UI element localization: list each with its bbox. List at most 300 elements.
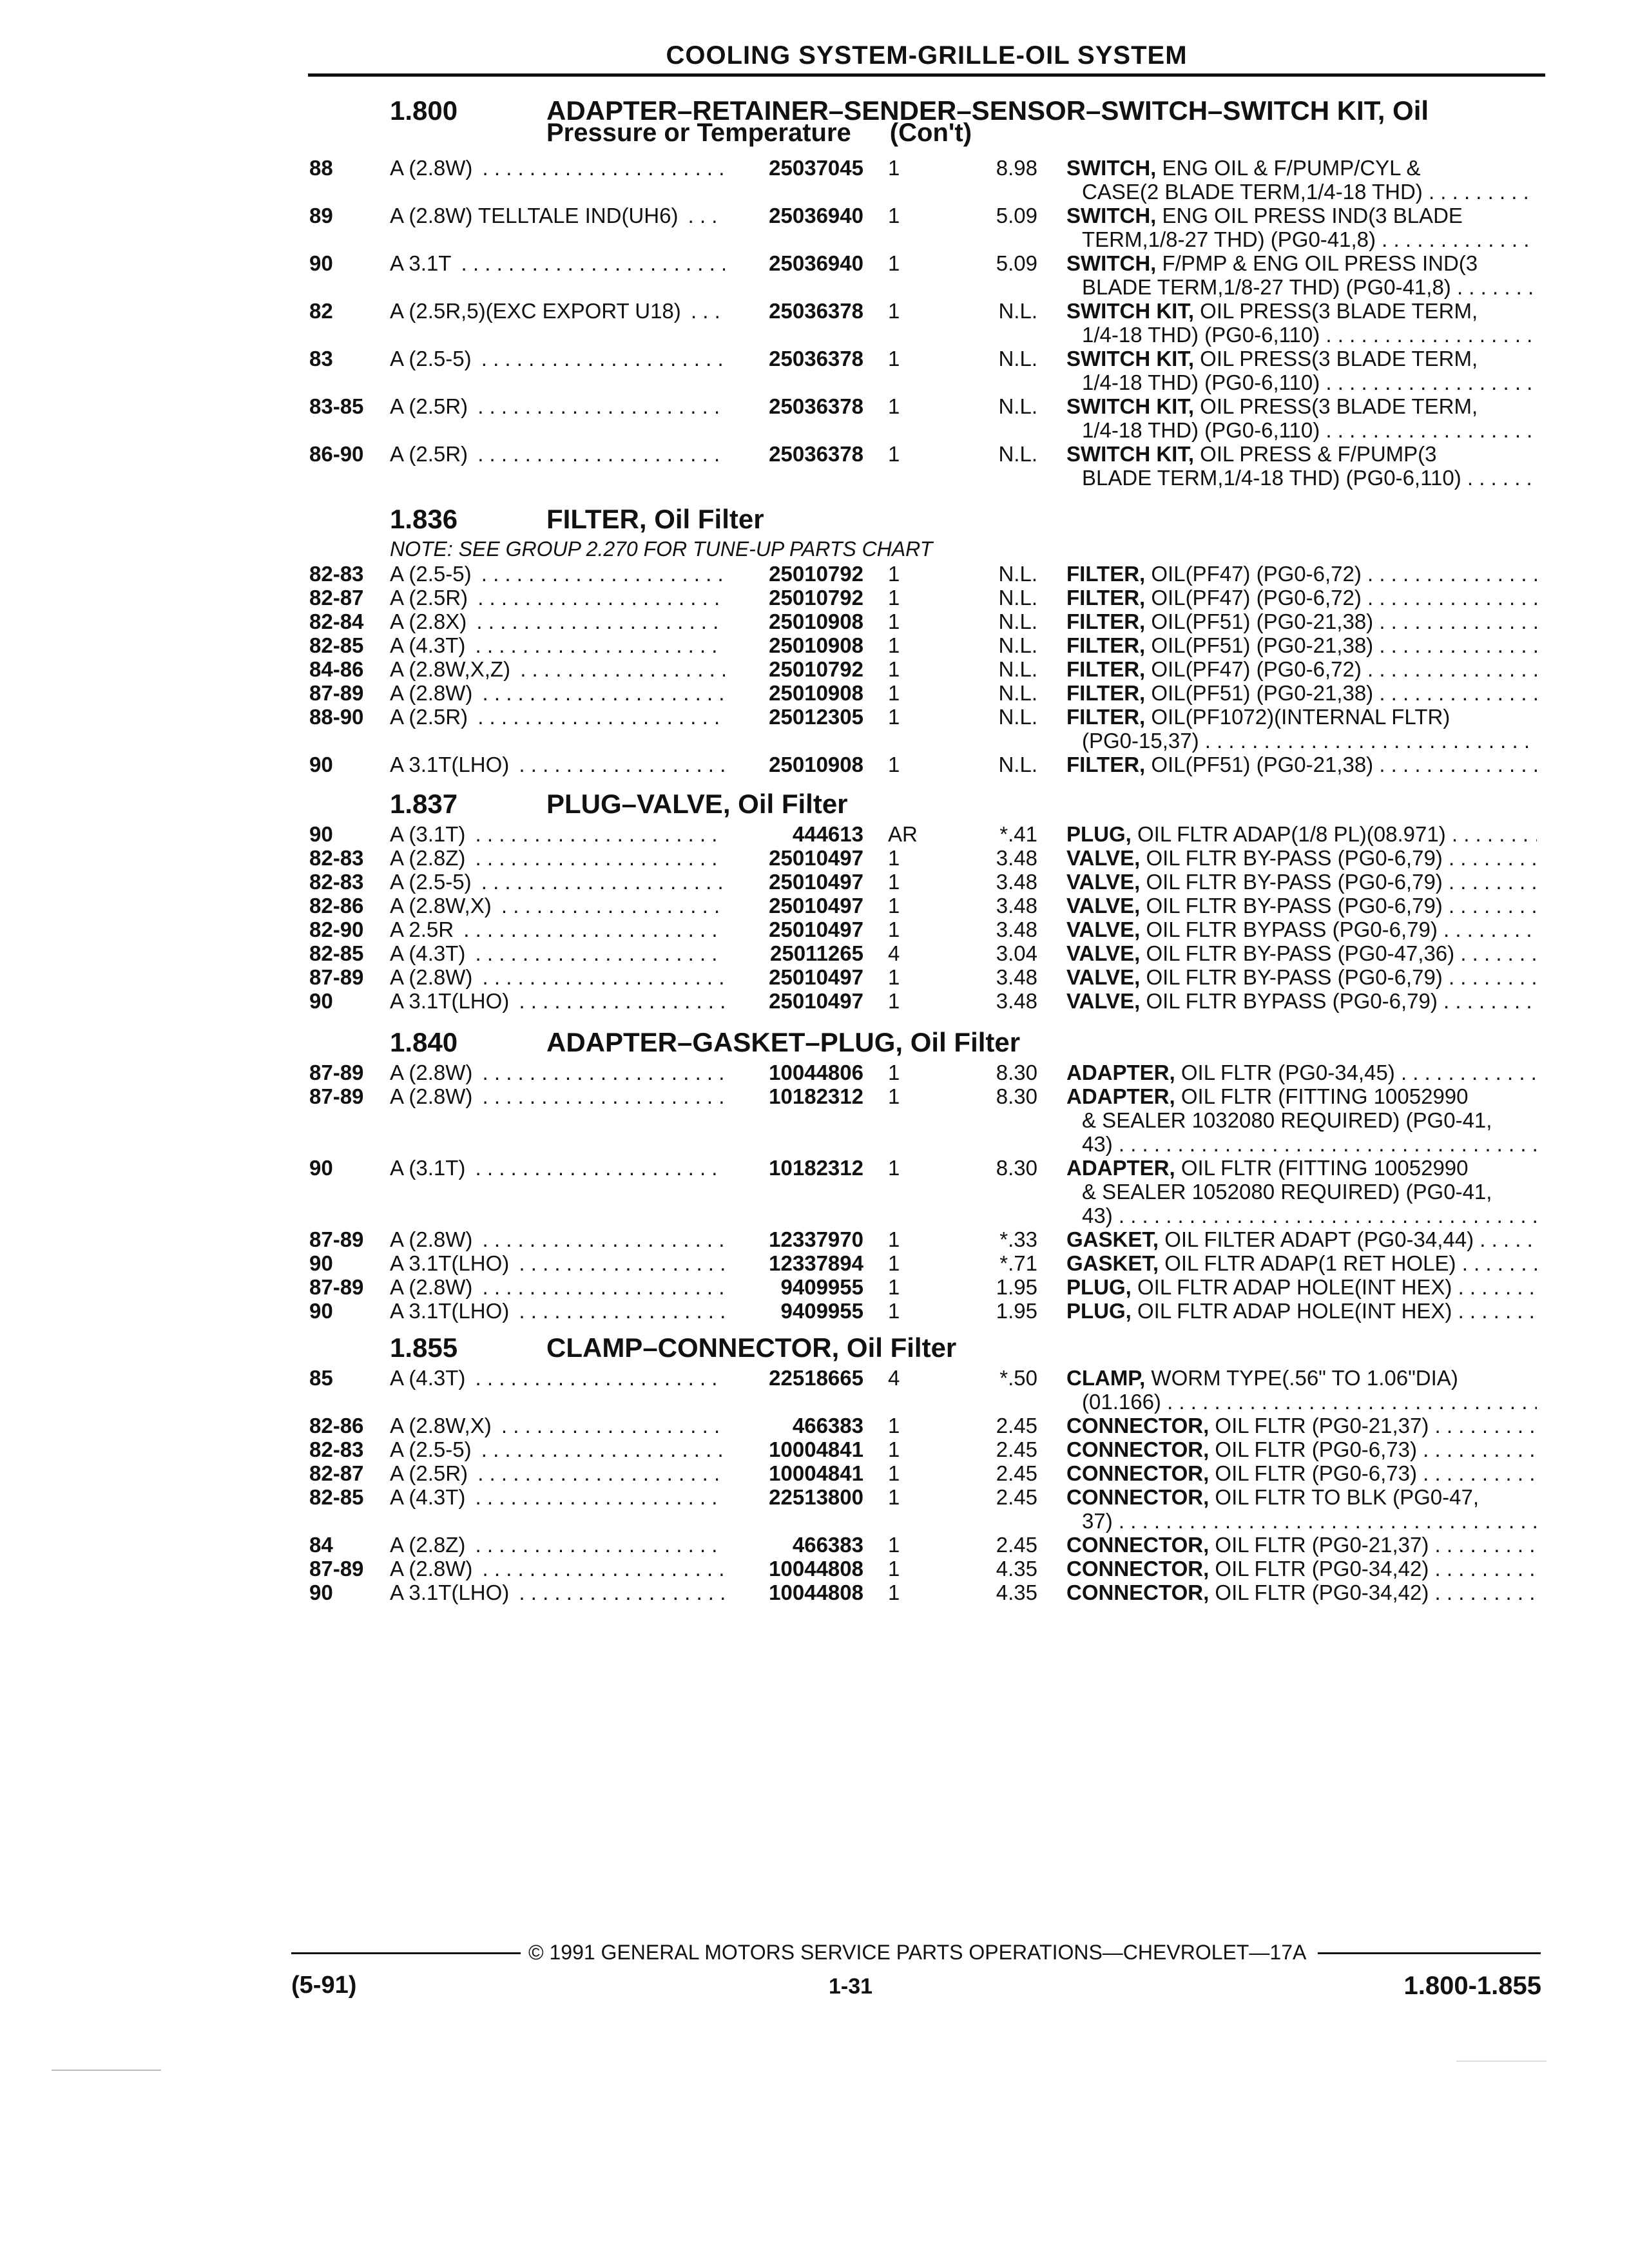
scan-speck xyxy=(1456,2061,1547,2062)
description-line xyxy=(1066,1156,1537,1180)
part-description xyxy=(1066,1533,1537,1557)
description-line xyxy=(1066,275,1537,299)
section-subtitle-text: Pressure or Temperature xyxy=(546,119,851,147)
description-line xyxy=(1066,1414,1537,1437)
part-description xyxy=(1066,965,1537,989)
vehicle-model-text: A 3.1T xyxy=(390,251,455,275)
part-keyword: FILTER, xyxy=(1066,681,1146,705)
vehicle-model-text: A (2.5-5) xyxy=(390,1437,476,1461)
vehicle-model-text: A (2.8W,X) xyxy=(390,894,496,918)
part-description xyxy=(1066,1299,1537,1323)
model-year: 86-90 xyxy=(309,442,364,466)
part-keyword: CONNECTOR, xyxy=(1066,1437,1210,1461)
description-text: OIL PRESS(3 BLADE TERM, xyxy=(1200,394,1478,418)
price: N.L. xyxy=(998,586,1037,610)
description-text: 1/4-18 THD) (PG0-6,110) xyxy=(1082,323,1320,347)
description-text: OIL FLTR BY-PASS (PG0-6,79) xyxy=(1146,870,1443,894)
description-line xyxy=(1066,1299,1537,1323)
price: 3.48 xyxy=(996,989,1037,1013)
part-description xyxy=(1066,1227,1537,1251)
description-text: OIL(PF47) (PG0-6,72) xyxy=(1151,657,1362,681)
part-number: 25010908 xyxy=(727,753,863,776)
quantity: 1 xyxy=(888,1557,900,1581)
price: 8.30 xyxy=(996,1084,1037,1108)
part-number: 10004841 xyxy=(727,1461,863,1485)
part-description xyxy=(1066,299,1537,347)
quantity: 1 xyxy=(888,1533,900,1557)
part-description xyxy=(1066,989,1537,1013)
footer-rule-right xyxy=(1318,1952,1541,1954)
description-text: OIL FLTR ADAP(1 RET HOLE) xyxy=(1164,1251,1456,1275)
section-number: 1.800 xyxy=(390,95,458,126)
description-line xyxy=(1066,418,1537,442)
vehicle-model xyxy=(390,633,725,657)
part-number: 25036378 xyxy=(727,394,863,418)
description-line xyxy=(1066,753,1537,776)
description-text: OIL(PF47) (PG0-6,72) xyxy=(1151,562,1362,586)
vehicle-model xyxy=(390,1299,725,1323)
model-year: 87-89 xyxy=(309,1061,364,1084)
description-text: OIL(PF47) (PG0-6,72) xyxy=(1151,586,1362,610)
part-keyword: VALVE, xyxy=(1066,941,1141,965)
model-year: 82-90 xyxy=(309,918,364,941)
description-line xyxy=(1066,1485,1537,1509)
section-title: ADAPTER–RETAINER–SENDER–SENSOR–SWITCH–SWITCH KIT, Oil xyxy=(546,95,1429,126)
description-text: OIL(PF51) (PG0-21,38) xyxy=(1151,633,1374,657)
price: *.41 xyxy=(999,822,1037,846)
vehicle-model xyxy=(390,681,725,705)
model-year: 82-85 xyxy=(309,941,364,965)
vehicle-model xyxy=(390,894,725,918)
vehicle-model xyxy=(390,610,725,633)
description-text: OIL FLTR (FITTING 10052990 xyxy=(1181,1156,1469,1180)
quantity: 1 xyxy=(888,347,900,370)
quantity: 1 xyxy=(888,1485,900,1509)
vehicle-model xyxy=(390,156,725,180)
quantity: 1 xyxy=(888,1437,900,1461)
part-description xyxy=(1066,657,1537,681)
vehicle-model-text: A (2.8Z) xyxy=(390,1533,469,1557)
quantity: 1 xyxy=(888,681,900,705)
part-number: 12337970 xyxy=(727,1227,863,1251)
vehicle-model-text: A 3.1T(LHO) xyxy=(390,1581,513,1604)
price: N.L. xyxy=(998,633,1037,657)
vehicle-model xyxy=(390,251,725,275)
description-line xyxy=(1066,227,1537,251)
model-year: 82-87 xyxy=(309,586,364,610)
part-keyword: PLUG, xyxy=(1066,1299,1132,1323)
part-description xyxy=(1066,610,1537,633)
description-line xyxy=(1066,610,1537,633)
quantity: 1 xyxy=(888,633,900,657)
description-line xyxy=(1066,1227,1537,1251)
part-number: 22513800 xyxy=(727,1485,863,1509)
quantity: 1 xyxy=(888,299,900,323)
price: N.L. xyxy=(998,299,1037,323)
part-number: 10182312 xyxy=(727,1156,863,1180)
description-text: (01.166) xyxy=(1082,1390,1161,1414)
model-year: 82-86 xyxy=(309,1414,364,1437)
part-number: 25036940 xyxy=(727,251,863,275)
model-year: 90 xyxy=(309,989,333,1013)
description-line xyxy=(1066,1108,1537,1132)
description-text: OIL FLTR BY-PASS (PG0-47,36) xyxy=(1146,941,1455,965)
part-number: 25037045 xyxy=(727,156,863,180)
price: 1.95 xyxy=(996,1299,1037,1323)
model-year: 87-89 xyxy=(309,1084,364,1108)
price: 2.45 xyxy=(996,1533,1037,1557)
part-number: 25036940 xyxy=(727,204,863,227)
model-year: 85 xyxy=(309,1366,333,1390)
part-keyword: FILTER, xyxy=(1066,562,1146,586)
part-number: 25036378 xyxy=(727,347,863,370)
vehicle-model xyxy=(390,705,725,729)
description-line xyxy=(1066,347,1537,370)
vehicle-model-text: A (2.8W,X) xyxy=(390,1414,496,1437)
vehicle-model-text: A 3.1T(LHO) xyxy=(390,1251,513,1275)
part-keyword: ADAPTER, xyxy=(1066,1156,1175,1180)
part-number: 12337894 xyxy=(727,1251,863,1275)
quantity: 1 xyxy=(888,1061,900,1084)
price: 3.48 xyxy=(996,894,1037,918)
model-year: 90 xyxy=(309,1251,333,1275)
model-year: 87-89 xyxy=(309,1275,364,1299)
section-title: CLAMP–CONNECTOR, Oil Filter xyxy=(546,1332,957,1363)
part-description xyxy=(1066,1581,1537,1604)
section-number: 1.836 xyxy=(390,504,458,534)
part-description xyxy=(1066,846,1537,870)
description-text: & SEALER 1052080 REQUIRED) (PG0-41, xyxy=(1082,1180,1492,1204)
vehicle-model-text: A (2.8X) xyxy=(390,610,470,633)
price: N.L. xyxy=(998,610,1037,633)
description-line xyxy=(1066,633,1537,657)
description-text: OIL PRESS(3 BLADE TERM, xyxy=(1200,299,1478,323)
vehicle-model xyxy=(390,586,725,610)
description-line xyxy=(1066,846,1537,870)
footer-page-number: 1-31 xyxy=(828,1974,873,1999)
section-title: PLUG–VALVE, Oil Filter xyxy=(546,789,848,819)
description-text: OIL FLTR (PG0-21,37) xyxy=(1215,1414,1429,1437)
vehicle-model xyxy=(390,394,725,418)
part-description xyxy=(1066,918,1537,941)
description-line xyxy=(1066,323,1537,347)
part-keyword: FILTER, xyxy=(1066,705,1146,729)
price: 8.98 xyxy=(996,156,1037,180)
part-number: 25011265 xyxy=(727,941,863,965)
page-header: COOLING SYSTEM-GRILLE-OIL SYSTEM xyxy=(666,41,1188,70)
quantity: 1 xyxy=(888,753,900,776)
description-text: ENG OIL & F/PUMP/CYL & xyxy=(1162,156,1421,180)
part-description xyxy=(1066,1084,1537,1156)
vehicle-model-text: A (2.8Z) xyxy=(390,846,469,870)
part-number: 25010908 xyxy=(727,681,863,705)
description-text: & SEALER 1032080 REQUIRED) (PG0-41, xyxy=(1082,1108,1492,1132)
description-line xyxy=(1066,1533,1537,1557)
vehicle-model-text: A (2.5R) xyxy=(390,705,472,729)
quantity: 1 xyxy=(888,870,900,894)
description-text: OIL FLTR TO BLK (PG0-47, xyxy=(1215,1485,1480,1509)
part-number: 25036378 xyxy=(727,442,863,466)
description-text: OIL FLTR (PG0-6,73) xyxy=(1215,1437,1418,1461)
part-keyword: VALVE, xyxy=(1066,965,1141,989)
section-number: 1.840 xyxy=(390,1027,458,1057)
description-text: F/PMP & ENG OIL PRESS IND(3 xyxy=(1162,251,1478,275)
price: 2.45 xyxy=(996,1437,1037,1461)
price: N.L. xyxy=(998,442,1037,466)
part-number: 10044806 xyxy=(727,1061,863,1084)
vehicle-model xyxy=(390,846,725,870)
part-description xyxy=(1066,1251,1537,1275)
vehicle-model-text: A (2.8W) xyxy=(390,1061,476,1084)
description-text: BLADE TERM,1/8-27 THD) (PG0-41,8) xyxy=(1082,275,1451,299)
price: *.50 xyxy=(999,1366,1037,1390)
model-year: 82-83 xyxy=(309,846,364,870)
vehicle-model xyxy=(390,870,725,894)
scan-speck xyxy=(52,2070,161,2071)
part-keyword: CONNECTOR, xyxy=(1066,1581,1210,1604)
vehicle-model-text: A (2.8W) xyxy=(390,965,476,989)
vehicle-model xyxy=(390,1437,725,1461)
part-keyword: PLUG, xyxy=(1066,1275,1132,1299)
description-line xyxy=(1066,729,1537,753)
part-number: 466383 xyxy=(727,1533,863,1557)
quantity: 1 xyxy=(888,1227,900,1251)
model-year: 87-89 xyxy=(309,1557,364,1581)
description-line xyxy=(1066,442,1537,466)
part-description xyxy=(1066,822,1537,846)
description-line xyxy=(1066,1204,1537,1227)
vehicle-model xyxy=(390,989,725,1013)
price: 3.48 xyxy=(996,918,1037,941)
description-text: BLADE TERM,1/4-18 THD) (PG0-6,110) xyxy=(1082,466,1461,490)
part-keyword: FILTER, xyxy=(1066,610,1146,633)
part-number: 25010792 xyxy=(727,586,863,610)
description-text: OIL FLTR (PG0-21,37) xyxy=(1215,1533,1429,1557)
section-subtitle xyxy=(546,119,972,148)
description-text: OIL FLTR BYPASS (PG0-6,79) xyxy=(1146,989,1438,1013)
vehicle-model-text: A (4.3T) xyxy=(390,941,469,965)
part-number: 10004841 xyxy=(727,1437,863,1461)
part-keyword: SWITCH, xyxy=(1066,156,1157,180)
quantity: 4 xyxy=(888,941,900,965)
description-text: OIL FLTR BY-PASS (PG0-6,79) xyxy=(1146,894,1443,918)
vehicle-model xyxy=(390,1414,725,1437)
part-description xyxy=(1066,562,1537,586)
vehicle-model xyxy=(390,1156,725,1180)
vehicle-model-text: A (2.5R) xyxy=(390,442,472,466)
vehicle-model xyxy=(390,1251,725,1275)
quantity: 1 xyxy=(888,442,900,466)
price: 3.48 xyxy=(996,870,1037,894)
description-text: OIL FLTR (PG0-34,45) xyxy=(1181,1061,1395,1084)
part-description xyxy=(1066,681,1537,705)
part-keyword: CONNECTOR, xyxy=(1066,1485,1210,1509)
vehicle-model-text: A (2.8W) xyxy=(390,1557,476,1581)
description-text: 43) xyxy=(1082,1204,1113,1227)
vehicle-model-text: A 3.1T(LHO) xyxy=(390,1299,513,1323)
vehicle-model xyxy=(390,918,725,941)
description-text: OIL(PF51) (PG0-21,38) xyxy=(1151,610,1374,633)
model-year: 89 xyxy=(309,204,333,227)
description-text: OIL PRESS & F/PUMP(3 xyxy=(1200,442,1437,466)
price: 2.45 xyxy=(996,1485,1037,1509)
description-text: OIL FLTR BY-PASS (PG0-6,79) xyxy=(1146,965,1443,989)
description-line xyxy=(1066,1275,1537,1299)
part-keyword: PLUG, xyxy=(1066,822,1132,846)
price: 2.45 xyxy=(996,1414,1037,1437)
quantity: 1 xyxy=(888,610,900,633)
quantity: 1 xyxy=(888,705,900,729)
model-year: 82 xyxy=(309,299,333,323)
part-description xyxy=(1066,586,1537,610)
model-year: 83-85 xyxy=(309,394,364,418)
vehicle-model-text: A (2.8W) xyxy=(390,1084,476,1108)
description-text: ENG OIL PRESS IND(3 BLADE xyxy=(1162,204,1463,227)
description-line xyxy=(1066,894,1537,918)
part-description xyxy=(1066,1275,1537,1299)
model-year: 82-83 xyxy=(309,1437,364,1461)
part-number: 25010497 xyxy=(727,894,863,918)
part-keyword: VALVE, xyxy=(1066,989,1141,1013)
description-line xyxy=(1066,1366,1537,1390)
part-number: 25012305 xyxy=(727,705,863,729)
description-text: OIL FLTR ADAP HOLE(INT HEX) xyxy=(1137,1299,1452,1323)
model-year: 84-86 xyxy=(309,657,364,681)
vehicle-model-text: A (2.5R) xyxy=(390,394,472,418)
vehicle-model-text: A 2.5R xyxy=(390,918,458,941)
model-year: 90 xyxy=(309,1156,333,1180)
description-line xyxy=(1066,1557,1537,1581)
part-description xyxy=(1066,1156,1537,1227)
section-number: 1.855 xyxy=(390,1332,458,1363)
price: N.L. xyxy=(998,394,1037,418)
part-keyword: VALVE, xyxy=(1066,846,1141,870)
footer-copyright: © 1991 GENERAL MOTORS SERVICE PARTS OPERATIONS—CHEVROLET—17A xyxy=(528,1941,1307,1964)
part-description xyxy=(1066,204,1537,251)
description-text: OIL FLTR BYPASS (PG0-6,79) xyxy=(1146,918,1438,941)
part-number: 22518665 xyxy=(727,1366,863,1390)
quantity: 1 xyxy=(888,394,900,418)
vehicle-model xyxy=(390,1227,725,1251)
continued-label: (Con't) xyxy=(889,119,972,147)
part-number: 25010497 xyxy=(727,918,863,941)
model-year: 88 xyxy=(309,156,333,180)
part-keyword: SWITCH KIT, xyxy=(1066,394,1194,418)
vehicle-model xyxy=(390,1461,725,1485)
description-line xyxy=(1066,1251,1537,1275)
vehicle-model-text: A (2.8W) xyxy=(390,156,476,180)
description-line xyxy=(1066,941,1537,965)
vehicle-model-text: A (3.1T) xyxy=(390,822,469,846)
vehicle-model-text: A (4.3T) xyxy=(390,633,469,657)
description-line xyxy=(1066,657,1537,681)
part-number: 466383 xyxy=(727,1414,863,1437)
quantity: 1 xyxy=(888,918,900,941)
price: N.L. xyxy=(998,562,1037,586)
section-title: ADAPTER–GASKET–PLUG, Oil Filter xyxy=(546,1027,1021,1057)
part-number: 25010908 xyxy=(727,610,863,633)
description-line xyxy=(1066,562,1537,586)
vehicle-model xyxy=(390,1485,725,1509)
part-number: 25010497 xyxy=(727,870,863,894)
quantity: 4 xyxy=(888,1366,900,1390)
quantity: 1 xyxy=(888,204,900,227)
description-line xyxy=(1066,299,1537,323)
part-description xyxy=(1066,1461,1537,1485)
vehicle-model-text: A (3.1T) xyxy=(390,1156,469,1180)
quantity: 1 xyxy=(888,586,900,610)
part-keyword: CLAMP, xyxy=(1066,1366,1146,1390)
vehicle-model xyxy=(390,204,725,227)
vehicle-model xyxy=(390,822,725,846)
part-number: 25010792 xyxy=(727,562,863,586)
model-year: 83 xyxy=(309,347,333,370)
price: 5.09 xyxy=(996,204,1037,227)
description-line xyxy=(1066,1581,1537,1604)
description-text: OIL(PF51) (PG0-21,38) xyxy=(1151,753,1374,776)
price: N.L. xyxy=(998,681,1037,705)
part-keyword: CONNECTOR, xyxy=(1066,1557,1210,1581)
part-number: 25036378 xyxy=(727,299,863,323)
part-number: 9409955 xyxy=(727,1275,863,1299)
quantity: 1 xyxy=(888,1581,900,1604)
model-year: 90 xyxy=(309,251,333,275)
vehicle-model-text: A (2.8W) TELLTALE IND(UH6) xyxy=(390,204,682,227)
price: 5.09 xyxy=(996,251,1037,275)
part-keyword: SWITCH, xyxy=(1066,251,1157,275)
vehicle-model xyxy=(390,753,725,776)
quantity: 1 xyxy=(888,657,900,681)
part-number: 10044808 xyxy=(727,1557,863,1581)
description-text: OIL(PF1072)(INTERNAL FLTR) xyxy=(1151,705,1451,729)
part-description xyxy=(1066,705,1537,753)
model-year: 84 xyxy=(309,1533,333,1557)
vehicle-model xyxy=(390,1061,725,1084)
description-line xyxy=(1066,466,1537,490)
description-line xyxy=(1066,251,1537,275)
description-line xyxy=(1066,394,1537,418)
quantity: 1 xyxy=(888,1156,900,1180)
part-keyword: GASKET, xyxy=(1066,1227,1159,1251)
description-line xyxy=(1066,965,1537,989)
vehicle-model xyxy=(390,1275,725,1299)
model-year: 82-85 xyxy=(309,633,364,657)
part-keyword: SWITCH KIT, xyxy=(1066,347,1194,370)
vehicle-model xyxy=(390,1533,725,1557)
description-line xyxy=(1066,1461,1537,1485)
description-text: OIL FLTR BY-PASS (PG0-6,79) xyxy=(1146,846,1443,870)
quantity: 1 xyxy=(888,846,900,870)
price: N.L. xyxy=(998,753,1037,776)
price: 4.35 xyxy=(996,1581,1037,1604)
price: 2.45 xyxy=(996,1461,1037,1485)
description-text: OIL(PF51) (PG0-21,38) xyxy=(1151,681,1374,705)
model-year: 82-83 xyxy=(309,870,364,894)
vehicle-model-text: A (4.3T) xyxy=(390,1366,469,1390)
section-note: NOTE: SEE GROUP 2.270 FOR TUNE-UP PARTS CHART xyxy=(390,537,933,561)
model-year: 82-86 xyxy=(309,894,364,918)
section-number: 1.837 xyxy=(390,789,458,819)
description-text: 1/4-18 THD) (PG0-6,110) xyxy=(1082,418,1320,442)
vehicle-model-text: A (2.8W) xyxy=(390,1275,476,1299)
vehicle-model xyxy=(390,1084,725,1108)
description-line xyxy=(1066,1061,1537,1084)
part-keyword: SWITCH KIT, xyxy=(1066,442,1194,466)
price: 1.95 xyxy=(996,1275,1037,1299)
part-keyword: CONNECTOR, xyxy=(1066,1461,1210,1485)
quantity: 1 xyxy=(888,1299,900,1323)
part-keyword: CONNECTOR, xyxy=(1066,1414,1210,1437)
